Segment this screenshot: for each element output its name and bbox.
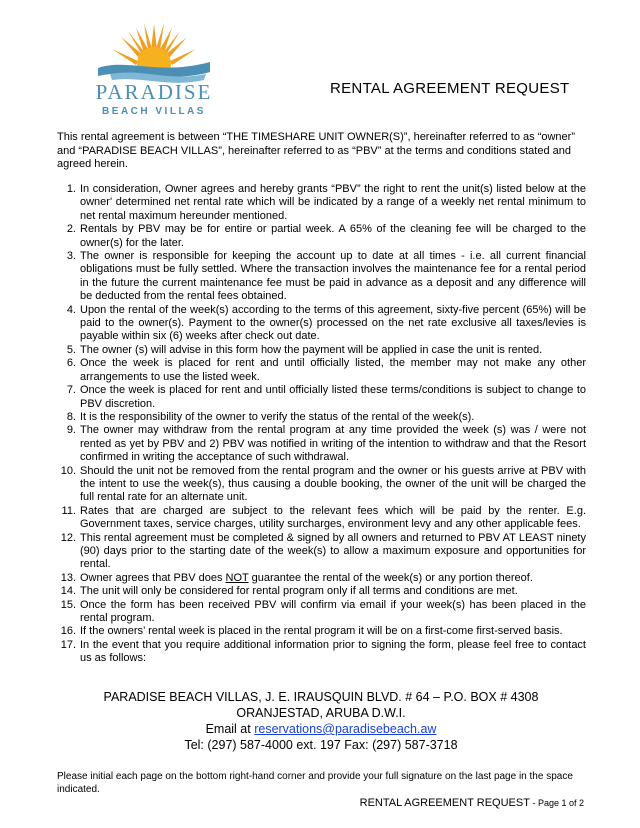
sun-and-waves-icon [88,18,220,88]
clause-text: Rentals by PBV may be for entire or partial week. A 65% of the cleaning fee will be charged to the owner(s) for the later. [80,223,586,249]
email-label: Email at [205,722,255,736]
clause-text: Once the week is placed for rent and until officially listed these terms/conditions is subject to change to PBV discretion. [80,384,586,410]
contact-city-line: ORANJESTAD, ARUBA D.W.I. [236,706,406,720]
clause-text: This rental agreement must be completed & signed by all owners and returned to PBV AT LEAST ninety (90) days prior to the starting date of the week(s) to allow a maximum exposure and opportunities for rental. [80,531,586,571]
clause-number: 3. [66,250,76,263]
paradise-beach-villas-logo [88,18,220,130]
footnote: Please initial each page on the bottom right-hand corner and provide your full signature on the last page in the space indicated. [57,771,573,795]
page-footer [360,797,584,809]
clause-text: Owner agrees that PBV does [80,571,226,584]
clause-item [60,598,586,626]
clause-text: In consideration, Owner agrees and hereby grants “PBV” the right to rent the unit(s) listed below at the owner' determined net rental rate which will be indicated by a range of a weekly net rental minimum to net rental maximum hereunder mentioned. [80,183,586,222]
clause-text: guarantee the rental of the week(s) or any portion thereof. [248,571,533,584]
clause-text: The unit will only be considered for rental program only if all terms and conditions are met. [80,585,518,598]
clause-number: 11. [61,504,76,517]
document-title: RENTAL AGREEMENT REQUEST [330,80,570,97]
clause-item [61,504,586,532]
clause-item [66,384,586,411]
footer-title: RENTAL AGREEMENT REQUEST [359,797,530,809]
clause-text: Rates that are charged are subject to the relevant fees which will be paid by the renter. E.g. Government taxes, service charges, utility surcharges, environment levy and any other applicable fees. [80,504,586,531]
clause-number: 16. [60,625,76,638]
clause-item [66,424,586,464]
clause-number: 15. [60,598,76,611]
clause-number: 2. [66,223,76,236]
contact-email-line [57,721,585,737]
clause-text: Should the unit not be removed from the rental program and the owner or his guests arrive at PBV with the intent to use the week(s), thus causing a double booking, the owner of the unit will be charged the full rental rate for an alternate unit. [80,464,586,504]
clause-number: 5. [66,343,76,356]
clause-item [66,343,586,357]
clause-item [66,183,586,223]
clause-item [60,464,586,505]
clause-item [66,410,586,424]
clause-text: Once the form has been received PBV will confirm via email if your week(s) has been placed in the rental program. [80,598,586,624]
clause-text: The owner is responsible for keeping the account up to date at all times - i.e. all current financial obligations must be fully settled. Where the transaction involves the maintenance fee for a rental period in the future the current maintenance fee must be paid in advance as a deposit and any difference will be deducted from the rental fees obtained. [80,250,586,303]
brand-name: PARADISE [95,80,213,104]
clause-text: If the owners’ rental week is placed in the rental program it will be on a first-come first-served basis. [80,625,563,638]
clause-number: 14. [60,585,76,598]
clause-list [60,183,586,666]
page-number: - Page 1 of 2 [529,798,584,808]
clause-number: 13. [60,571,76,584]
clause-text: The owner (s) will advise in this form how the payment will be applied in case the unit is rented. [80,343,543,356]
clause-number: 8. [66,410,76,423]
clause-number: 1. [66,183,76,195]
clause-number: 6. [66,357,76,370]
clause-item [66,357,586,384]
clause-number: 9. [66,424,76,437]
clause-number: 12. [60,531,76,544]
clause-emphasis: NOT [225,571,249,584]
clause-item [60,585,586,598]
clause-text: Upon the rental of the week(s) according to the terms of this agreement, sixty-five percent (65%) will be paid to the owner(s). Payment to the owner(s) processed on the net rate exclusive all taxes/levies is payable within six (6) weeks after check out date. [80,303,586,343]
contact-address-line: PARADISE BEACH VILLAS, J. E. IRAUSQUIN BLVD. # 64 – P.O. BOX # 4308 [103,690,539,704]
clause-item [66,223,586,250]
clause-item [66,303,586,344]
clause-text: Once the week is placed for rent and until officially listed, the member may not make any other arrangements to use the listed week. [80,357,586,383]
clause-text: It is the responsibility of the owner to verify the status of the rental of the week(s). [80,410,475,423]
brand-subtitle: BEACH VILLAS [102,106,206,117]
clause-text: In the event that you require additional information prior to signing the form, please feel free to contact us as follows: [80,638,586,665]
clause-item [60,571,586,585]
contact-block [57,689,585,753]
clause-text: The owner may withdraw from the rental program at any time provided the week (s) was / were not rented as yet by PBV and 2) PBV was notified in writing of the intention to withdraw and that the Resort confirmed in writing the acceptance of such withdrawal. [80,424,586,464]
clause-item [60,638,586,666]
clause-number: 7. [66,384,76,397]
clause-item [60,625,586,638]
intro-paragraph: This rental agreement is between “THE TIMESHARE UNIT OWNER(S)”, hereinafter referred to as “owner” and “PARADISE BEACH VILLAS”, hereinafter referred to as “PBV” at the terms and conditions stated and agreed herein. [57,131,575,171]
email-link[interactable]: reservations@paradisebeach.aw [254,722,437,736]
clause-item [66,250,586,304]
clause-number: 17. [60,638,76,651]
clause-number: 4. [66,303,76,316]
clause-item [60,531,586,572]
clause-number: 10. [60,464,76,477]
contact-phone-line: Tel: (297) 587-4000 ext. 197 Fax: (297) 587-3718 [184,738,458,752]
